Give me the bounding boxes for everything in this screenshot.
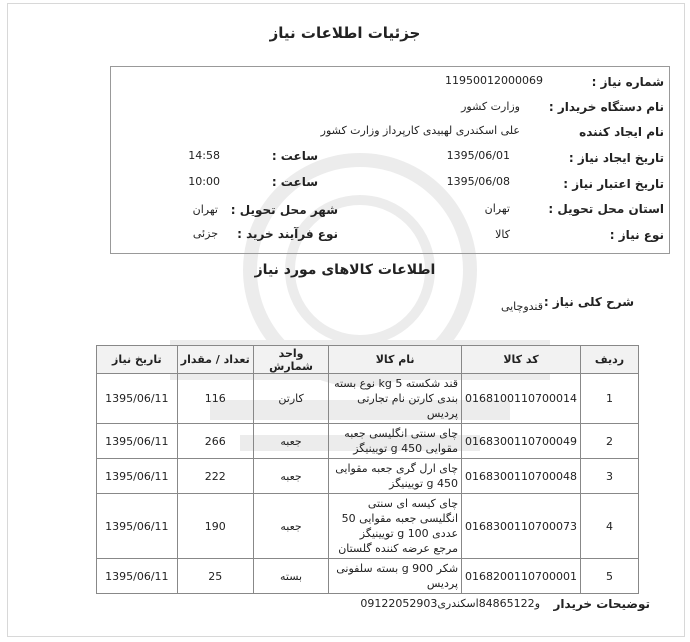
validity-time-value: 10:00 <box>188 175 220 188</box>
table-row <box>97 559 639 594</box>
item-name: چای کیسه ای سنتی انگلیسی جعبه مقوایی 50 عددی 100 g تویینیگز مرجع عرضه کننده گلستان <box>329 494 462 559</box>
item-unit: بسته <box>253 559 328 594</box>
summary-label: شرح کلی نیاز : <box>543 295 634 309</box>
table-row <box>97 459 639 494</box>
buyer-org-value: وزارت کشور <box>461 100 520 113</box>
row-number: 1 <box>581 374 639 424</box>
item-date: 1395/06/11 <box>97 374 178 424</box>
table-row <box>97 374 639 424</box>
row-number: 3 <box>581 459 639 494</box>
row-number: 4 <box>581 494 639 559</box>
item-date: 1395/06/11 <box>97 494 178 559</box>
buyer-org-label: نام دستگاه خریدار : <box>548 100 664 114</box>
validity-date-value: 1395/06/08 <box>446 175 510 188</box>
need-number-value: 11950012000069 <box>445 74 543 87</box>
item-date: 1395/06/11 <box>97 559 178 594</box>
item-code: 0168300110700073 <box>462 494 581 559</box>
goods-section-title: اطلاعات کالاهای مورد نیاز <box>254 262 436 278</box>
city-value: تهران <box>192 203 218 216</box>
validity-date-label: تاریخ اعتبار نیاز : <box>563 177 664 191</box>
item-qty: 222 <box>177 459 253 494</box>
item-name: شکر 900 g بسته سلفونی پردیس <box>329 559 462 594</box>
need-type-label: نوع نیاز : <box>609 228 664 242</box>
item-code: 0168300110700048 <box>462 459 581 494</box>
col-header-qty: تعداد / مقدار <box>177 346 253 374</box>
page-title: جزئیات اطلاعات نیاز <box>269 24 421 42</box>
province-label: استان محل تحویل : <box>548 202 664 216</box>
item-unit: جعبه <box>253 494 328 559</box>
process-type-value: جزئی <box>192 227 218 240</box>
created-date-label: تاریخ ایجاد نیاز : <box>568 151 664 165</box>
item-date: 1395/06/11 <box>97 459 178 494</box>
item-unit: جعبه <box>253 459 328 494</box>
province-value: تهران <box>484 202 510 215</box>
col-header-date: تاریخ نیاز <box>97 346 178 374</box>
item-unit: کارتن <box>253 374 328 424</box>
created-date-value: 1395/06/01 <box>446 149 510 162</box>
table-row <box>97 494 639 559</box>
creator-label: نام ایجاد کننده <box>579 125 664 139</box>
goods-table <box>96 345 639 594</box>
item-qty: 25 <box>177 559 253 594</box>
item-code: 0168300110700049 <box>462 424 581 459</box>
item-date: 1395/06/11 <box>97 424 178 459</box>
item-qty: 116 <box>177 374 253 424</box>
need-number-label: شماره نیاز : <box>591 75 664 89</box>
col-header-code: کد کالا <box>462 346 581 374</box>
summary-value: قندوچایی <box>500 300 543 313</box>
table-row <box>97 424 639 459</box>
col-header-row: ردیف <box>581 346 639 374</box>
item-name: چای ارل گری جعبه مقوایی 450 g تویینیگز <box>329 459 462 494</box>
created-time-value: 14:58 <box>188 149 220 162</box>
need-type-value: کالا <box>495 228 510 241</box>
item-code: 0168100110700014 <box>462 374 581 424</box>
buyer-notes-value: 09122052903و84865122اسکندری <box>360 597 540 610</box>
created-time-label: ساعت : <box>271 149 318 163</box>
col-header-name: نام کالا <box>329 346 462 374</box>
buyer-notes-label: توضیحات خریدار <box>553 597 650 611</box>
item-qty: 190 <box>177 494 253 559</box>
item-name: چای سنتی انگلیسی جعبه مقوایی 450 g تویینیگز <box>329 424 462 459</box>
validity-time-label: ساعت : <box>271 175 318 189</box>
item-code: 0168200110700001 <box>462 559 581 594</box>
goods-table-header <box>97 346 639 374</box>
item-name: قند شکسته 5 kg نوع بسته بندی کارتن نام تجارتی پردیس <box>329 374 462 424</box>
item-unit: جعبه <box>253 424 328 459</box>
col-header-unit: واحد شمارش <box>253 346 328 374</box>
creator-value: علی اسکندری لهبیدی کارپرداز وزارت کشور <box>320 124 520 137</box>
row-number: 5 <box>581 559 639 594</box>
row-number: 2 <box>581 424 639 459</box>
process-type-label: نوع فرآیند خرید : <box>237 227 338 241</box>
city-label: شهر محل تحویل : <box>230 203 338 217</box>
item-qty: 266 <box>177 424 253 459</box>
